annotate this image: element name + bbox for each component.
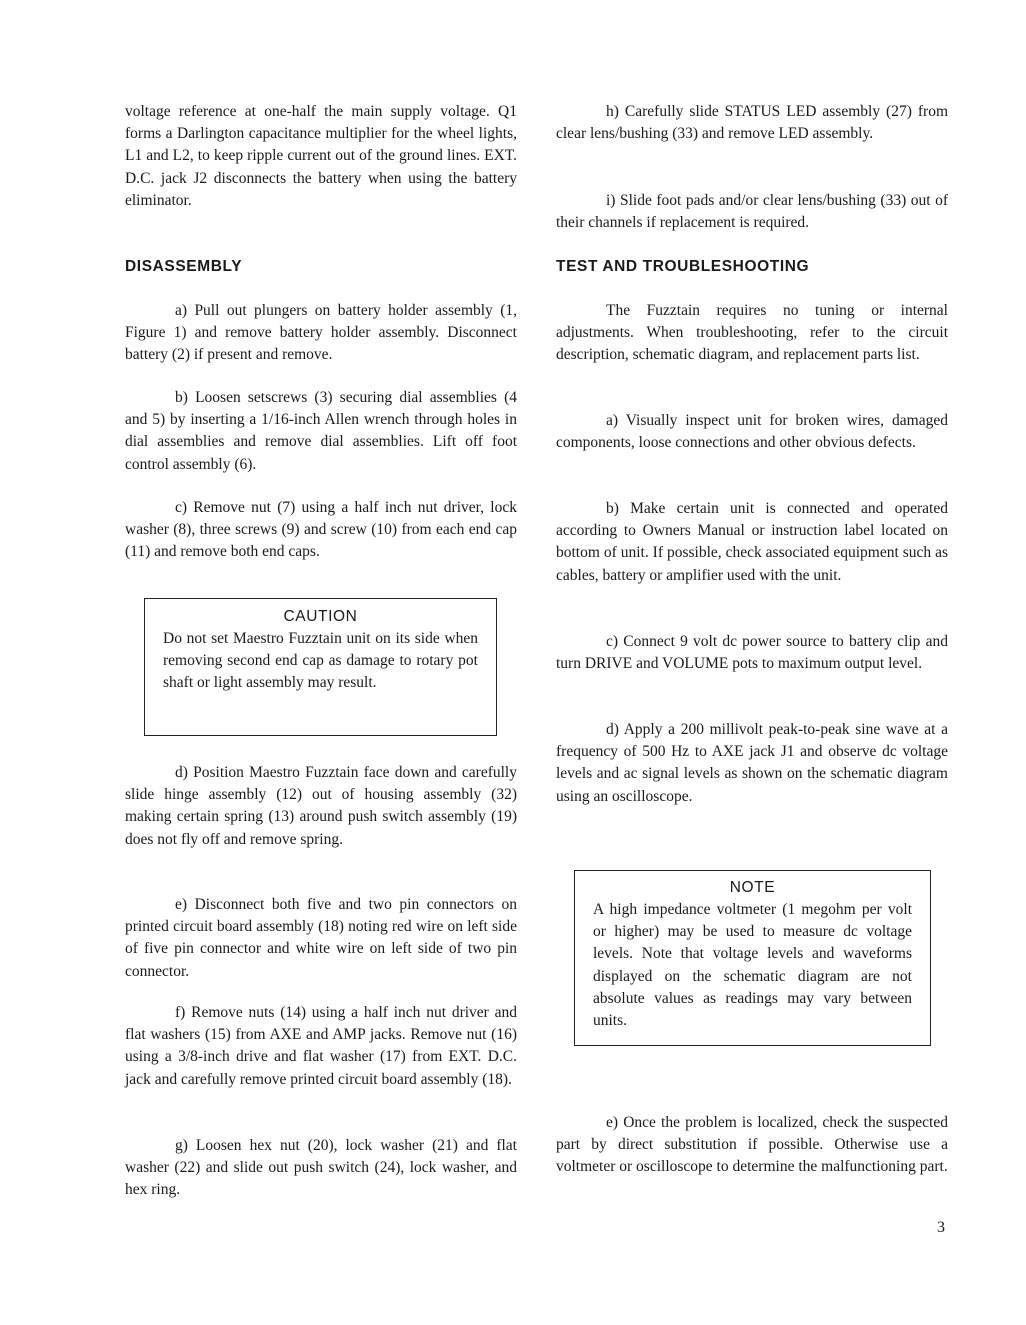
page-number: 3 bbox=[937, 1219, 945, 1236]
step-c-text: c) Remove nut (7) using a half inch nut driver, lock washer (8), three screws (9) and screw (10) from each end cap (11) and remove both end caps. bbox=[125, 499, 517, 561]
note-text: A high impedance voltmeter (1 megohm per volt or higher) may be used to measure dc voltage levels. Note that voltage levels and waveforms displayed on the schematic diagram are not absolute values as readings may vary between units. bbox=[593, 901, 912, 1030]
disassembly-step-c bbox=[125, 497, 517, 564]
ts-step-e-text: e) Once the problem is localized, check the suspected part by direct substitution if possible. Otherwise use a voltmeter or oscilloscope to determine the malfunctioning part. bbox=[556, 1114, 948, 1176]
disassembly-step-h bbox=[556, 101, 948, 145]
caution-title: CAUTION bbox=[283, 608, 358, 625]
disassembly-heading: DISASSEMBLY bbox=[125, 258, 243, 275]
disassembly-step-f bbox=[125, 1002, 517, 1091]
troubleshooting-intro-text: The Fuzztain requires no tuning or internal adjustments. When troubleshooting, refer to the circuit description, schematic diagram, and replacement parts list. bbox=[556, 302, 948, 364]
ts-step-b-text: b) Make certain unit is connected and operated according to Owners Manual or instruction label located on bottom of unit. If possible, check associated equipment such as cables, battery or amplifier used with the unit. bbox=[556, 500, 948, 584]
troubleshooting-step-b bbox=[556, 498, 948, 587]
troubleshooting-intro bbox=[556, 300, 948, 367]
note-title: NOTE bbox=[729, 879, 776, 896]
troubleshooting-step-d bbox=[556, 719, 948, 808]
disassembly-step-e bbox=[125, 894, 517, 983]
troubleshooting-step-a bbox=[556, 410, 948, 454]
caution-box bbox=[144, 598, 497, 736]
left-intro-text: voltage reference at one-half the main supply voltage. Q1 forms a Darlington capacitance multiplier for the wheel lights, L1 and L2, to keep ripple current out of the ground lines. EXT. D.C. jack J2 disconnects the battery when using the battery eliminator. bbox=[125, 103, 517, 209]
note-box bbox=[574, 870, 931, 1046]
step-a-text: a) Pull out plungers on battery holder assembly (1, Figure 1) and remove battery holder assembly. Disconnect battery (2) if present and remove. bbox=[125, 302, 517, 364]
test-troubleshooting-heading: TEST AND TROUBLESHOOTING bbox=[556, 258, 810, 275]
left-intro bbox=[125, 101, 517, 212]
step-d-text: d) Position Maestro Fuzztain face down and carefully slide hinge assembly (12) out of housing assembly (32) making certain spring (13) around push switch assembly (19) does not fly off and remove spring. bbox=[125, 764, 517, 848]
step-f-text: f) Remove nuts (14) using a half inch nut driver and flat washers (15) from AXE and AMP jacks. Remove nut (16) using a 3/8-inch drive and flat washer (17) from EXT. D.C. jack and carefully remove printed circuit board assembly (18). bbox=[125, 1004, 517, 1088]
step-e-text: e) Disconnect both five and two pin connectors on printed circuit board assembly (18) noting red wire on left side of five pin connector and white wire on left side of two pin connector. bbox=[125, 896, 517, 980]
ts-step-c-text: c) Connect 9 volt dc power source to battery clip and turn DRIVE and VOLUME pots to maximum output level. bbox=[556, 633, 948, 673]
disassembly-step-i bbox=[556, 190, 948, 234]
ts-step-a-text: a) Visually inspect unit for broken wires, damaged components, loose connections and other obvious defects. bbox=[556, 412, 948, 452]
step-g-text: g) Loosen hex nut (20), lock washer (21) and flat washer (22) and slide out push switch (24), lock washer, and hex ring. bbox=[125, 1137, 517, 1199]
step-h-text: h) Carefully slide STATUS LED assembly (27) from clear lens/bushing (33) and remove LED assembly. bbox=[556, 103, 948, 143]
troubleshooting-step-c bbox=[556, 631, 948, 675]
troubleshooting-step-e bbox=[556, 1112, 948, 1179]
ts-step-d-text: d) Apply a 200 millivolt peak-to-peak sine wave at a frequency of 500 Hz to AXE jack J1 and observe dc voltage levels and ac signal levels as shown on the schematic diagram using an oscilloscope. bbox=[556, 721, 948, 805]
caution-text: Do not set Maestro Fuzztain unit on its side when removing second end cap as damage to rotary pot shaft or light assembly may result. bbox=[163, 630, 478, 692]
step-b-text: b) Loosen setscrews (3) securing dial assemblies (4 and 5) by inserting a 1/16-inch Allen wrench through holes in dial assemblies and remove dial assemblies. Lift off foot control assembly (6). bbox=[125, 389, 517, 473]
disassembly-step-g bbox=[125, 1135, 517, 1202]
disassembly-step-d bbox=[125, 762, 517, 851]
disassembly-step-b bbox=[125, 387, 517, 476]
step-i-text: i) Slide foot pads and/or clear lens/bushing (33) out of their channels if replacement is required. bbox=[556, 192, 948, 232]
disassembly-step-a bbox=[125, 300, 517, 367]
